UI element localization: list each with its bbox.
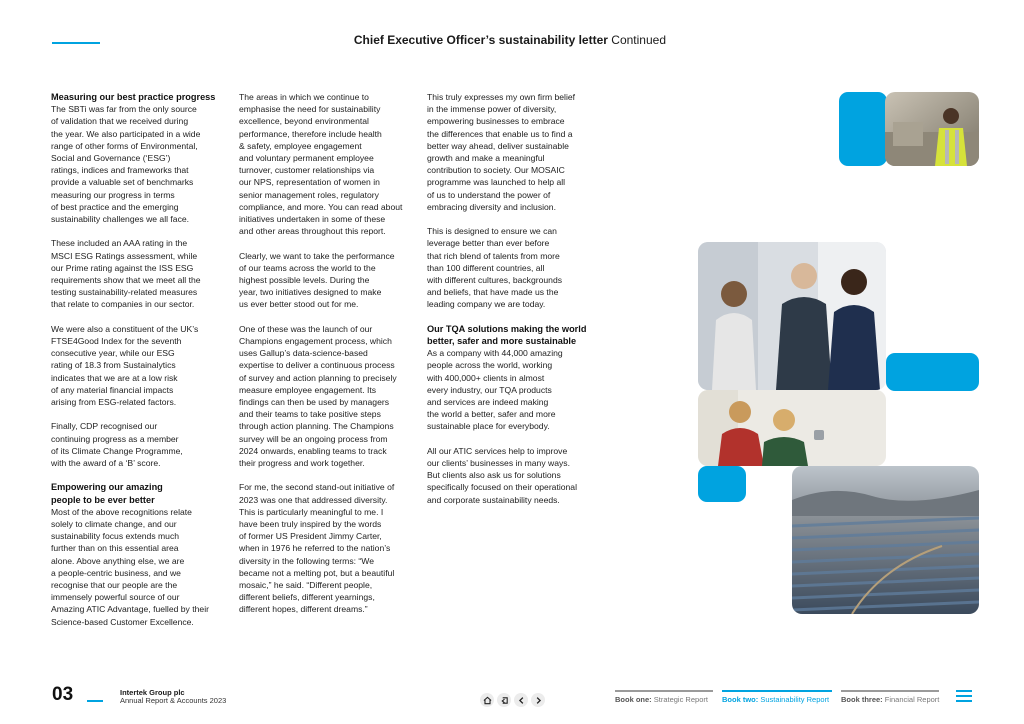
- book-three-name: Financial Report: [882, 695, 940, 704]
- book-two-name: Sustainability Report: [758, 695, 830, 704]
- worker-photo: [885, 92, 979, 166]
- back-icon: [500, 696, 509, 705]
- text-column-2: [239, 91, 417, 628]
- report-name: Annual Report & Accounts 2023: [120, 696, 227, 705]
- book-two-link[interactable]: [722, 690, 832, 704]
- page-number-accent: [87, 700, 103, 702]
- home-icon: [483, 696, 492, 705]
- book-one-label: Book one:: [615, 695, 652, 704]
- page-title: [354, 33, 666, 47]
- paragraph: These included an AAA rating in the MSCI ESG Ratings assessment, while our Prime rating against the ISS ESG requirements show that we meet all the testing sustainability-related measures that relate to companies in our sector.: [51, 238, 201, 310]
- subheading-best-practice: Measuring our best practice progress: [51, 92, 216, 102]
- paragraph: The SBTi was far from the only source of validation that we received during the year. We also participated in a wide range of other forms of Environmental, Social and Governance (‘ESG’) ratings, indices and frameworks that provide a valuable set of benchmarks measuring our progress in terms of best practice and the emerging sustainability challenges we all face.: [51, 104, 201, 225]
- text-column-3: [427, 91, 605, 518]
- subheading-empowering-people: Empowering our amazing people to be ever better: [51, 482, 163, 505]
- page-title-suffix: Continued: [607, 33, 666, 47]
- paragraph: The areas in which we continue to emphasise the need for sustainability excellence, beyond environmental performance, therefore include health & safety, employee engagement and voluntary permanent employee turnover, customer relationships via our NPS, representation of women in senior management roles, regulatory compliance, and more. You can read about initiatives undertaken in some of these and other areas throughout this report.: [239, 92, 403, 237]
- menu-icon[interactable]: [956, 690, 972, 704]
- company-name: Intertek Group plc: [120, 688, 185, 697]
- mosaic-blue-tile: [886, 353, 979, 391]
- book-three-link[interactable]: [841, 690, 939, 704]
- chevron-left-icon: [517, 696, 526, 705]
- paragraph: This is designed to ensure we can leverage better than ever before that rich blend of talents from more than 100 different countries, all with different cultures, backgrounds and beliefs, that have made us the leading company we are today.: [427, 226, 563, 310]
- paragraph: Finally, CDP recognised our continuing progress as a member of its Climate Change Programme, with the award of a ‘B’ score.: [51, 421, 183, 469]
- book-two-label: Book two:: [722, 695, 759, 704]
- paragraph: One of these was the launch of our Champions engagement process, which uses Gallup’s data-science-based expertise to deliver a continuous process of survey and action planning to precisely measure employee engagement. Its findings can then be used by managers and their teams to take positive steps through action planning. The Champions survey will be an ongoing process from 2024 onwards, enabling teams to track their progress and work together.: [239, 323, 397, 469]
- previous-page-button[interactable]: [514, 693, 528, 707]
- paragraph: For me, the second stand-out initiative of 2023 was one that addressed diversity. This is particularly meaningful to me. I have been truly inspired by the words of former US President Jimmy Carter, when in 1976 he referred to the nation’s diversity in the following terms: “We became not a melting pot, but a beautiful mosaic,” he said. “Different people, different beliefs, different yearnings, different hopes, different dreams.”: [239, 482, 395, 615]
- paragraph: This truly expresses my own firm belief in the immense power of diversity, empowering businesses to embrace the differences that enable us to find a better way ahead, deliver sustainable growth and make a meaningful contribution to society. Our MOSAIC programme was launched to help all of us to understand the power of embracing diversity and inclusion.: [427, 92, 576, 212]
- text-column-1: [51, 91, 229, 640]
- subheading-tqa-solutions: Our TQA solutions making the world better, safer and more sustainable: [427, 323, 587, 347]
- paragraph: Clearly, we want to take the performance of our teams across the world to the highest possible levels. During the year, two initiatives designed to make us ever better stood out for me.: [239, 250, 395, 310]
- solar-farm-photo: [792, 466, 979, 614]
- chevron-right-icon: [534, 696, 543, 705]
- top-accent-bar: [52, 42, 100, 44]
- page-title-bold: Chief Executive Officer’s sustainability letter: [353, 33, 608, 47]
- book-one-name: Strategic Report: [651, 695, 708, 704]
- book-one-link[interactable]: [615, 690, 713, 704]
- paragraph: As a company with 44,000 amazing people across the world, working with 400,000+ clients in almost every industry, our TQA products and services are indeed making the world a better, safer and more sustainable place for everybody.: [427, 348, 563, 432]
- page-navigation: [480, 693, 545, 707]
- mosaic-blue-tile: [839, 92, 887, 166]
- mosaic-blue-tile: [698, 466, 746, 502]
- paragraph: Most of the above recognitions relate solely to climate change, and our sustainability focus extends much further than on this essential area alone. Above anything else, we are a people-centric business, and we recognise that our people are the immensely powerful source of our Amazing ATIC Advantage, fuelled by their Science-based Customer Excellence.: [51, 506, 209, 627]
- paragraph: All our ATIC services help to improve our clients’ businesses in many ways. But clients also ask us for solutions specifically focused on their operational and corporate sustainability needs.: [427, 445, 578, 505]
- home-button[interactable]: [480, 693, 494, 707]
- page-number: 03: [52, 684, 74, 705]
- team-meeting-photo: [698, 242, 886, 390]
- back-button[interactable]: [497, 693, 511, 707]
- paragraph: We were also a constituent of the UK’s FTSE4Good Index for the seventh consecutive year, while our ESG rating of 18.3 from Sustainalytics indicates that we are at a low risk of any material financial impacts arising from ESG-related factors.: [51, 323, 199, 408]
- next-page-button[interactable]: [531, 693, 545, 707]
- lab-photo: [698, 390, 886, 466]
- book-three-label: Book three:: [841, 695, 883, 704]
